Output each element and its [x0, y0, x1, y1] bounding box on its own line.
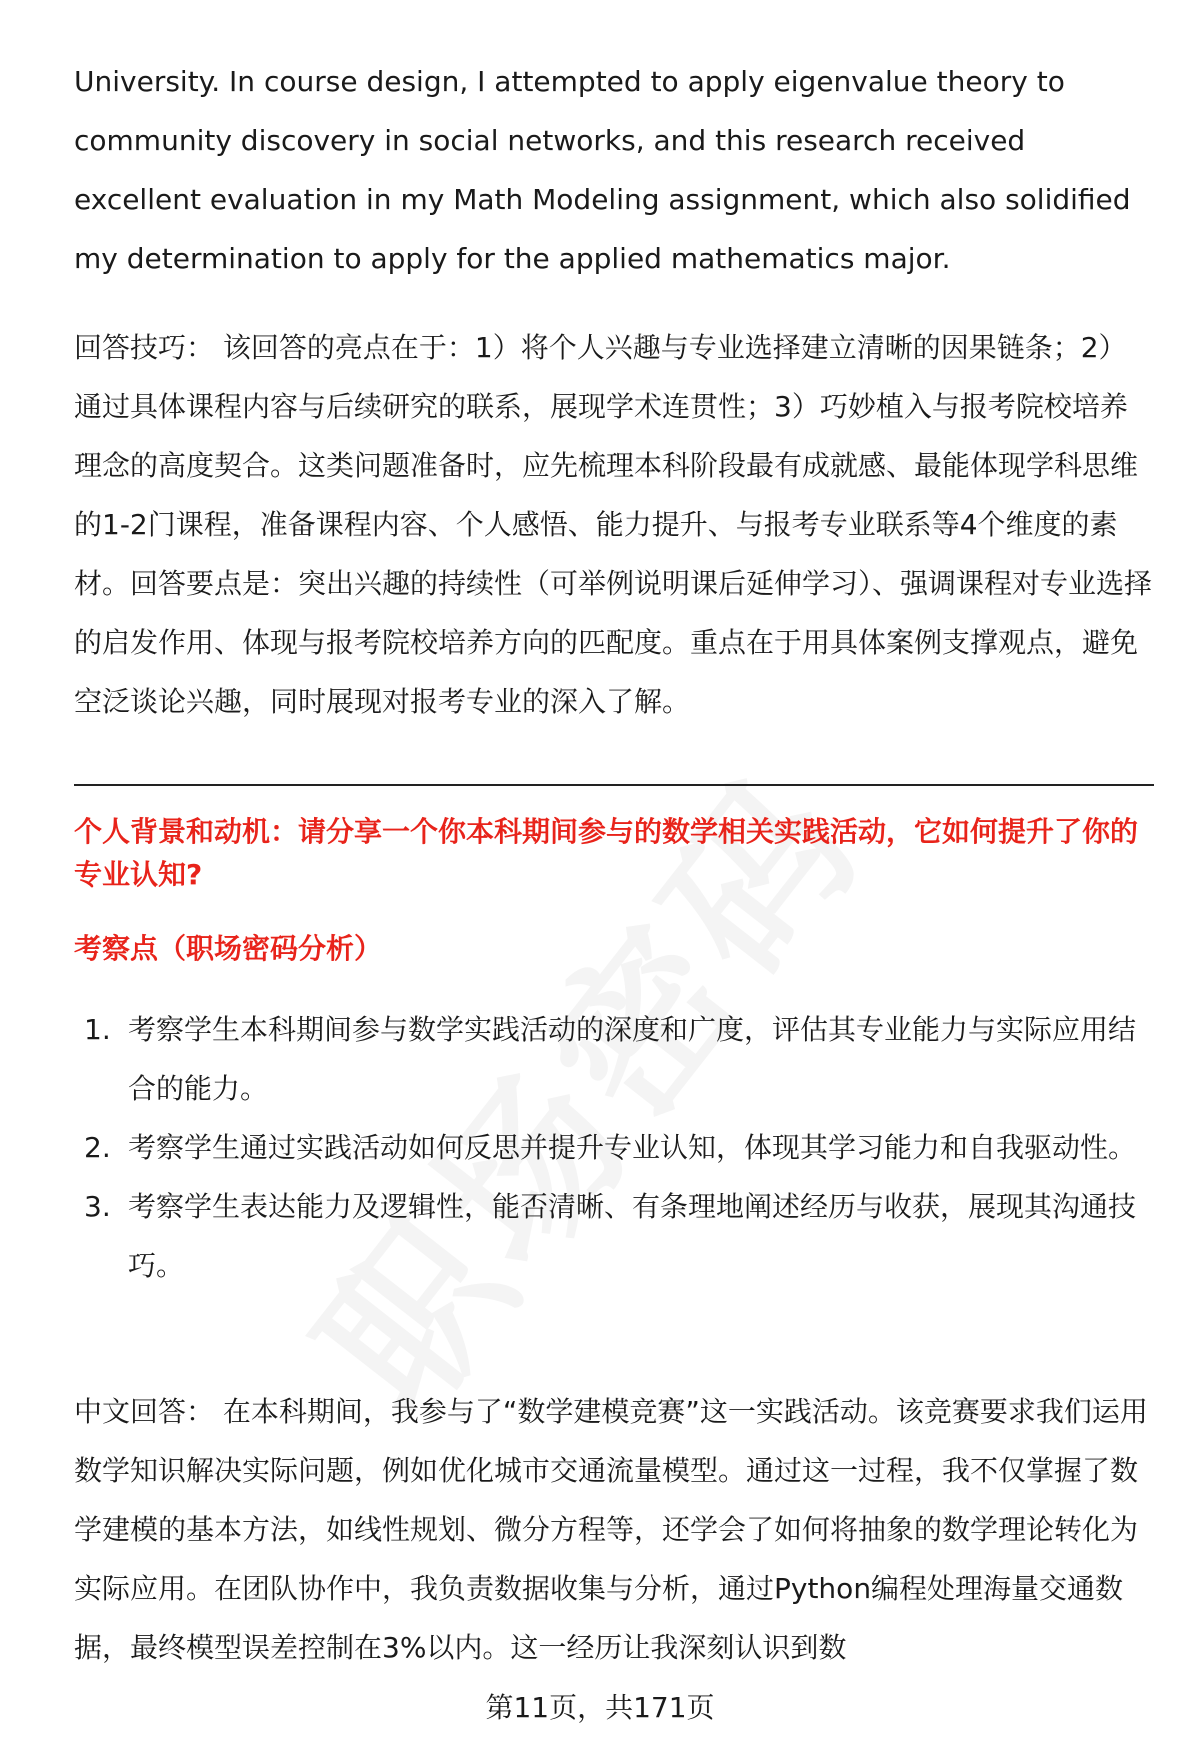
list-item-text: 考察学生通过实践活动如何反思并提升专业认知，体现其学习能力和自我驱动性。 [128, 1131, 1137, 1164]
section-divider [74, 784, 1154, 786]
list-item-text: 考察学生本科期间参与数学实践活动的深度和广度，评估其专业能力与实际应用结合的能力。 [128, 1013, 1137, 1105]
page-number-footer: 第11页，共171页 [485, 1691, 715, 1724]
chinese-answer-paragraph: 中文回答： 在本科期间，我参与了“数学建模竞赛”这一实践活动。该竞赛要求我们运用数学知识解决实际问题，例如优化城市交通流量模型。通过这一过程，我不仅掌握了数学建模的基本方法，如线性规划、微分方程等，还学会了如何将抽象的数学理论转化为实际应用。在团队协作中，我负责数据收集与分析，通过Python编程处理海量交通数据，最终模型误差控制在3%以内。这一经历让我深刻认识到数 [74, 1395, 1148, 1664]
list-item-number: 3. [84, 1190, 111, 1223]
evaluation-points-list [74, 1000, 1154, 1295]
list-item-text: 考察学生表达能力及逻辑性，能否清晰、有条理地阐述经历与收获，展现其沟通技巧。 [128, 1190, 1137, 1282]
answer-tips-paragraph: 回答技巧： 该回答的亮点在于：1）将个人兴趣与专业选择建立清晰的因果链条；2）通过具体课程内容与后续研究的联系，展现学术连贯性；3）巧妙植入与报考院校培养理念的高度契合。这类问题准备时，应先梳理本科阶段最有成就感、最能体现学科思维的1-2门课程，准备课程内容、个人感悟、能力提升、与报考专业联系等4个维度的素材。回答要点是：突出兴趣的持续性（可举例说明课后延伸学习）、强调课程对专业选择的启发作用、体现与报考院校培养方向的匹配度。重点在于用具体案例支撑观点，避免空泛谈论兴趣，同时展现对报考专业的深入了解。 [74, 331, 1153, 718]
question-heading: 个人背景和动机：请分享一个你本科期间参与的数学相关实践活动，它如何提升了你的专业认知? [74, 815, 1139, 891]
evaluation-points-heading: 考察点（职场密码分析） [74, 932, 383, 965]
list-item-number: 1. [84, 1013, 111, 1046]
list-item [74, 1177, 1154, 1295]
list-item-number: 2. [84, 1131, 111, 1164]
list-item [74, 1000, 1154, 1118]
list-item [74, 1118, 1154, 1177]
intro-paragraph: University. In course design, I attempted to apply eigenvalue theory to community discovery in social networks, and this research received excellent evaluation in my Math Modeling assignment, which also solidified my determination to apply for the applied mathematics major. [74, 65, 1131, 275]
